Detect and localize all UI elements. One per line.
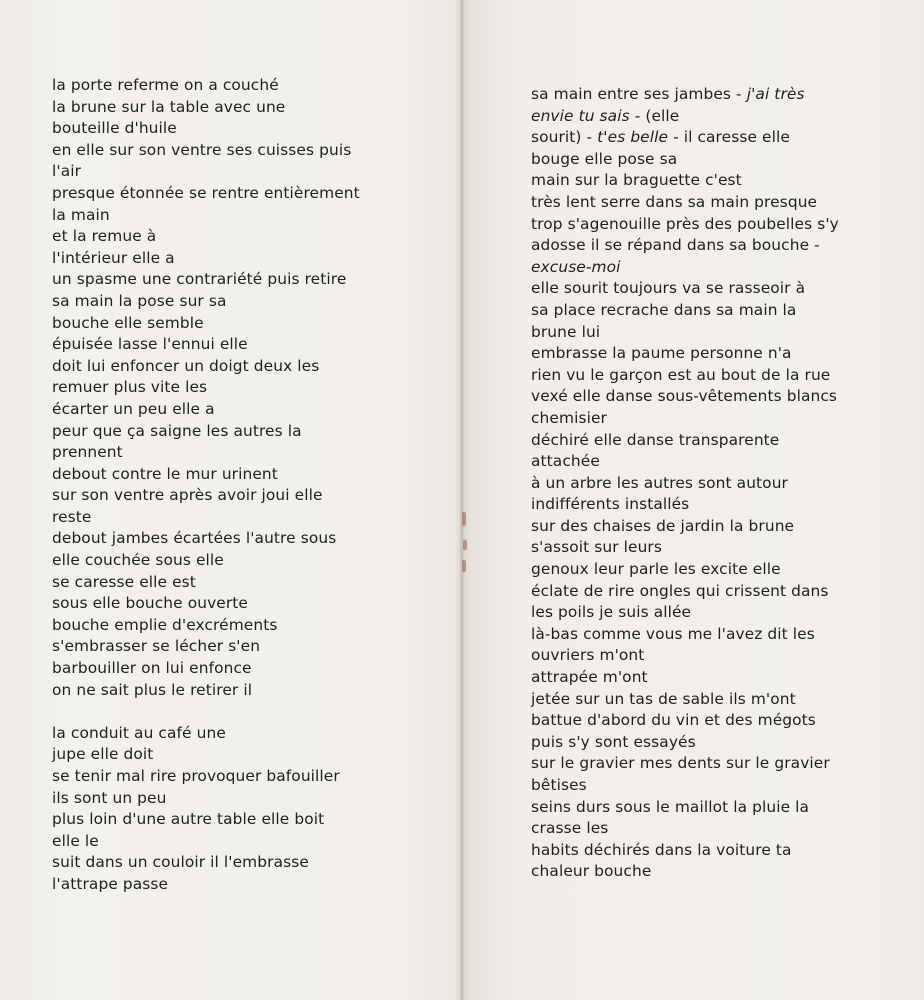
- left-page-line: debout contre le mur urinent: [52, 464, 278, 483]
- left-page-line: l'intérieur elle a: [52, 248, 175, 267]
- left-page-line: bouteille d'huile: [52, 119, 177, 138]
- right-page-line: [531, 149, 911, 171]
- line-text: main sur la braguette c'est: [531, 171, 742, 190]
- right-page-line: [531, 689, 911, 711]
- line-text: rien vu le garçon est au bout de la rue: [531, 365, 831, 384]
- right-page-line: [531, 581, 911, 603]
- line-text: bouge elle pose sa: [531, 149, 678, 168]
- line-italic-text: envie tu sais: [531, 106, 630, 125]
- line-text: puis s'y sont essayés: [531, 732, 696, 751]
- right-page-line: [531, 235, 911, 257]
- right-page-line: [531, 645, 911, 667]
- line-text: habits déchirés dans la voiture ta: [531, 840, 792, 859]
- left-page-line: [52, 701, 447, 723]
- line-text: attrapée m'ont: [531, 668, 648, 687]
- left-page-line: la porte referme on a couché: [52, 76, 279, 94]
- right-page-line: [531, 430, 911, 452]
- right-page-line: [531, 840, 911, 862]
- line-text: attachée: [531, 452, 600, 471]
- left-page-line: on ne sait plus le retirer il: [52, 680, 253, 699]
- right-page-line: [531, 624, 911, 646]
- left-page-line: peur que ça saigne les autres la: [52, 421, 302, 440]
- right-page-line: [531, 473, 911, 495]
- left-page-line: la conduit au café une: [52, 723, 226, 742]
- left-page-line: l'air: [52, 162, 82, 181]
- right-page-line: [531, 516, 911, 538]
- right-page-line: [531, 214, 911, 236]
- line-text: déchiré elle danse transparente: [531, 430, 780, 449]
- binding-stain: [462, 512, 466, 526]
- line-text: - il caresse elle: [668, 128, 790, 147]
- right-page-line: [531, 84, 911, 106]
- right-page-line: [531, 537, 911, 559]
- line-text: sourit) -: [531, 128, 598, 147]
- left-page-line: l'attrape passe: [52, 874, 169, 893]
- book-gutter: [460, 0, 464, 1000]
- line-text: seins durs sous le maillot la pluie la: [531, 797, 810, 816]
- left-page-line: bouche elle semble: [52, 313, 204, 332]
- line-italic-text: t'es belle: [597, 128, 669, 147]
- right-page-line: [531, 386, 911, 408]
- line-text: chaleur bouche: [531, 862, 652, 881]
- right-page-line: [531, 775, 911, 797]
- left-page-line: elle le: [52, 831, 99, 850]
- line-text: là-bas comme vous me l'avez dit les: [531, 624, 815, 643]
- left-page-line: sous elle bouche ouverte: [52, 594, 248, 613]
- line-text: embrasse la paume personne n'a: [531, 344, 792, 363]
- line-text: sa place recrache dans sa main la: [531, 300, 797, 319]
- left-page-line: la main: [52, 205, 110, 224]
- left-page-line: sa main la pose sur sa: [52, 291, 227, 310]
- right-page-line: [531, 106, 911, 128]
- right-page-line: [531, 127, 911, 149]
- right-page-line: [531, 667, 911, 689]
- line-text: battue d'abord du vin et des mégots: [531, 711, 816, 730]
- left-page-line: elle couchée sous elle: [52, 551, 224, 570]
- line-text: jetée sur un tas de sable ils m'ont: [531, 689, 796, 708]
- left-page-line: reste: [52, 507, 92, 526]
- line-text: les poils je suis allée: [531, 603, 692, 622]
- right-page-line: [531, 602, 911, 624]
- binding-stain: [463, 540, 467, 550]
- line-text: ouvriers m'ont: [531, 646, 645, 665]
- right-page-line: [531, 451, 911, 473]
- line-text: s'assoit sur leurs: [531, 538, 662, 557]
- right-page-line: [531, 365, 911, 387]
- line-text: sur le gravier mes dents sur le gravier: [531, 754, 830, 773]
- line-text: - (elle: [629, 106, 680, 125]
- line-text: genoux leur parle les excite elle: [531, 560, 781, 579]
- left-page-text: [52, 75, 447, 896]
- left-page-line: écarter un peu elle a: [52, 399, 215, 418]
- right-page-line: [531, 300, 911, 322]
- left-page-line: s'embrasser se lécher s'en: [52, 637, 261, 656]
- right-page-line: [531, 343, 911, 365]
- line-text: trop s'agenouille près des poubelles s'y: [531, 214, 839, 233]
- right-page-line: [531, 753, 911, 775]
- left-page-line: debout jambes écartées l'autre sous: [52, 529, 337, 548]
- left-page-line: se caresse elle est: [52, 572, 196, 591]
- right-page-line: [531, 818, 911, 840]
- right-page-line: [531, 257, 911, 279]
- right-page-line: [531, 408, 911, 430]
- right-page-line: [531, 797, 911, 819]
- left-page-line: suit dans un couloir il l'embrasse: [52, 853, 309, 872]
- left-page-line: et la remue à: [52, 227, 157, 246]
- left-page-line: en elle sur son ventre ses cuisses puis: [52, 140, 352, 159]
- line-text: sur des chaises de jardin la brune: [531, 516, 795, 535]
- line-text: chemisier: [531, 408, 607, 427]
- left-page-line: jupe elle doit: [52, 745, 154, 764]
- left-page-line: presque étonnée se rentre entièrement: [52, 183, 360, 202]
- right-page-line: [531, 494, 911, 516]
- right-page-line: [531, 732, 911, 754]
- right-page-text: [531, 84, 911, 883]
- right-page-line: [531, 710, 911, 732]
- right-page-line: [531, 559, 911, 581]
- right-page-line: [531, 322, 911, 344]
- left-page-line: remuer plus vite les: [52, 378, 208, 397]
- left-page-line: ils sont un peu: [52, 788, 167, 807]
- line-italic-text: j'ai très: [746, 85, 805, 103]
- line-text: elle sourit toujours va se rasseoir à: [531, 279, 806, 298]
- line-text: éclate de rire ongles qui crissent dans: [531, 581, 829, 600]
- left-page-line: bouche emplie d'excréments: [52, 615, 278, 634]
- left-page-line: la brune sur la table avec une: [52, 97, 286, 116]
- right-page-line: [531, 170, 911, 192]
- line-text: crasse les: [531, 819, 609, 838]
- line-text: brune lui: [531, 322, 601, 341]
- line-italic-text: excuse-moi: [531, 257, 621, 276]
- right-page-line: [531, 278, 911, 300]
- line-text: à un arbre les autres sont autour: [531, 473, 788, 492]
- left-page-line: barbouiller on lui enfonce: [52, 659, 252, 678]
- right-page-line: [531, 861, 911, 883]
- left-page-line: se tenir mal rire provoquer bafouiller: [52, 767, 340, 785]
- line-text: indifférents installés: [531, 495, 690, 514]
- left-page-line: sur son ventre après avoir joui elle: [52, 486, 323, 505]
- right-page-line: [531, 192, 911, 214]
- line-text: adosse il se répand dans sa bouche -: [531, 236, 820, 255]
- left-page-line: prennent: [52, 443, 123, 462]
- line-text: sa main entre ses jambes -: [531, 85, 747, 103]
- line-text: bêtises: [531, 776, 587, 794]
- left-page-line: plus loin d'une autre table elle boit: [52, 810, 325, 829]
- left-page-line: un spasme une contrariété puis retire: [52, 270, 347, 289]
- binding-stain: [462, 560, 466, 572]
- line-text: très lent serre dans sa main presque: [531, 192, 818, 211]
- left-page-line: doit lui enfoncer un doigt deux les: [52, 356, 320, 375]
- line-text: vexé elle danse sous-vêtements blancs: [531, 387, 838, 406]
- left-page-line: épuisée lasse l'ennui elle: [52, 335, 248, 354]
